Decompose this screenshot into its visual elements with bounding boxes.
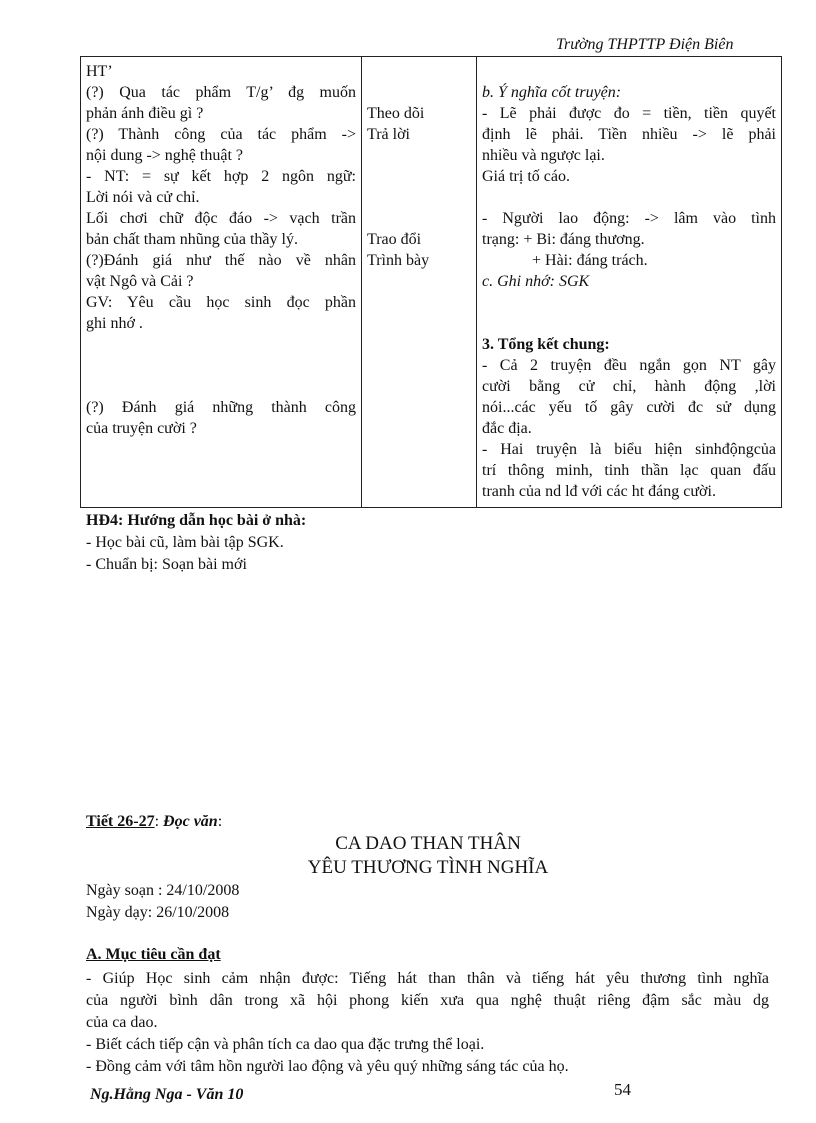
homework-item: - Chuẩn bị: Soạn bài mới [86,556,247,573]
col3-line: - Lẽ phải được đo = tiền, tiền quyết [482,105,776,122]
lesson-period [86,813,222,831]
student-activity-column [362,57,477,508]
col2-line: Trao đổi [367,231,422,248]
lesson-title-line1: CA DAO THAN THÂN [335,833,521,854]
col3-line: cười bằng cử chỉ, hành động ,lời [482,378,776,395]
header-school: Trường THPTTP Điện Biên [556,36,734,53]
col2-line: Trả lời [367,126,410,143]
col1-line: vật Ngô và Cải ? [86,273,194,290]
period-label: Tiết 26-27 [86,813,155,830]
objective-line: - Đồng cảm với tâm hồn người lao động và yêu quý những sáng tác của họ. [86,1058,569,1075]
homework-heading: HĐ4: Hướng dẫn học bài ở nhà: [86,512,307,529]
col3-line: nói...các yếu tố gây cười đc sử dụng [482,399,776,416]
teacher-activity-column [81,57,362,508]
col1-line: GV: Yêu cầu học sinh đọc phần [86,294,356,311]
objective-line: của ca dao. [86,1014,158,1031]
col1-line: nội dung -> nghệ thuật ? [86,147,243,164]
col3-line: định lẽ phải. Tiền nhiều -> lẽ phải [482,126,776,143]
period-colon: : [217,813,223,830]
homework-item: - Học bài cũ, làm bài tập SGK. [86,534,284,551]
section-a-heading: A. Mục tiêu cần đạt [86,946,221,963]
lesson-title-line2: YÊU THƯƠNG TÌNH NGHĨA [307,857,549,878]
page-number: 54 [614,1080,631,1099]
col3-line: c. Ghi nhớ: SGK [482,273,590,290]
col3-line: + Hài: đáng trách. [532,252,648,269]
col1-line: bản chất tham nhũng của thầy lý. [86,231,298,248]
col1-line: (?) Đánh giá những thành công [86,399,356,416]
col1-line: - NT: = sự kết hợp 2 ngôn ngữ: [86,168,356,185]
col1-line: (?)Đánh giá như thế nào về nhân [86,252,356,269]
col3-line: đắc địa. [482,420,532,437]
col3-line: trí thông minh, tinh thần lạc quan đấu [482,462,776,479]
period-separator: : [154,813,164,830]
prep-date: Ngày soạn : 24/10/2008 [86,882,240,899]
col3-line: - Hai truyện là biểu hiện sinhđộngcủa [482,441,776,458]
teach-date: Ngày dạy: 26/10/2008 [86,904,230,921]
content-column [477,57,782,508]
col3-heading: 3. Tổng kết chung: [482,336,610,353]
objective-line: - Biết cách tiếp cận và phân tích ca dao qua đặc trưng thể loại. [86,1036,485,1053]
col3-line: Giá trị tố cáo. [482,168,570,185]
col1-line: phản ánh điều gì ? [86,105,204,122]
col1-line: HT’ [86,63,113,80]
footer-author: Ng.Hằng Nga - Văn 10 [90,1086,244,1103]
objective-line: của người bình dân trong xã hội phong kiến xưa qua nghệ thuật riêng đậm sắc màu dg [86,992,769,1009]
col1-line: (?) Thành công của tác phẩm -> [86,126,356,143]
col3-line: - Cả 2 truyện đều ngắn gọn NT gây [482,357,776,374]
col1-line: ghi nhớ . [86,315,143,332]
objective-line: - Giúp Học sinh cảm nhận được: Tiếng hát than thân và tiếng hát yêu thương tình nghĩa [86,970,769,987]
col1-line: của truyện cười ? [86,420,197,437]
col1-line: Lối chơi chữ độc đáo -> vạch trần [86,210,356,227]
col2-line: Theo dõi [367,105,425,122]
col1-line: Lời nói và cử chỉ. [86,189,200,206]
lesson-table [80,56,782,508]
col3-line: trạng: + Bi: đáng thương. [482,231,645,248]
col3-line: - Người lao động: -> lâm vào tình [482,210,776,227]
col3-line: nhiều và ngược lại. [482,147,605,164]
col2-line: Trình bày [367,252,430,269]
objectives [86,968,769,1078]
col3-line: tranh của nd lđ với các ht đáng cười. [482,483,716,500]
col1-line: (?) Qua tác phẩm T/g’ đg muốn [86,84,356,101]
period-subject: Đọc văn [163,813,218,830]
col3-line: b. Ý nghĩa cốt truyện: [482,84,622,101]
